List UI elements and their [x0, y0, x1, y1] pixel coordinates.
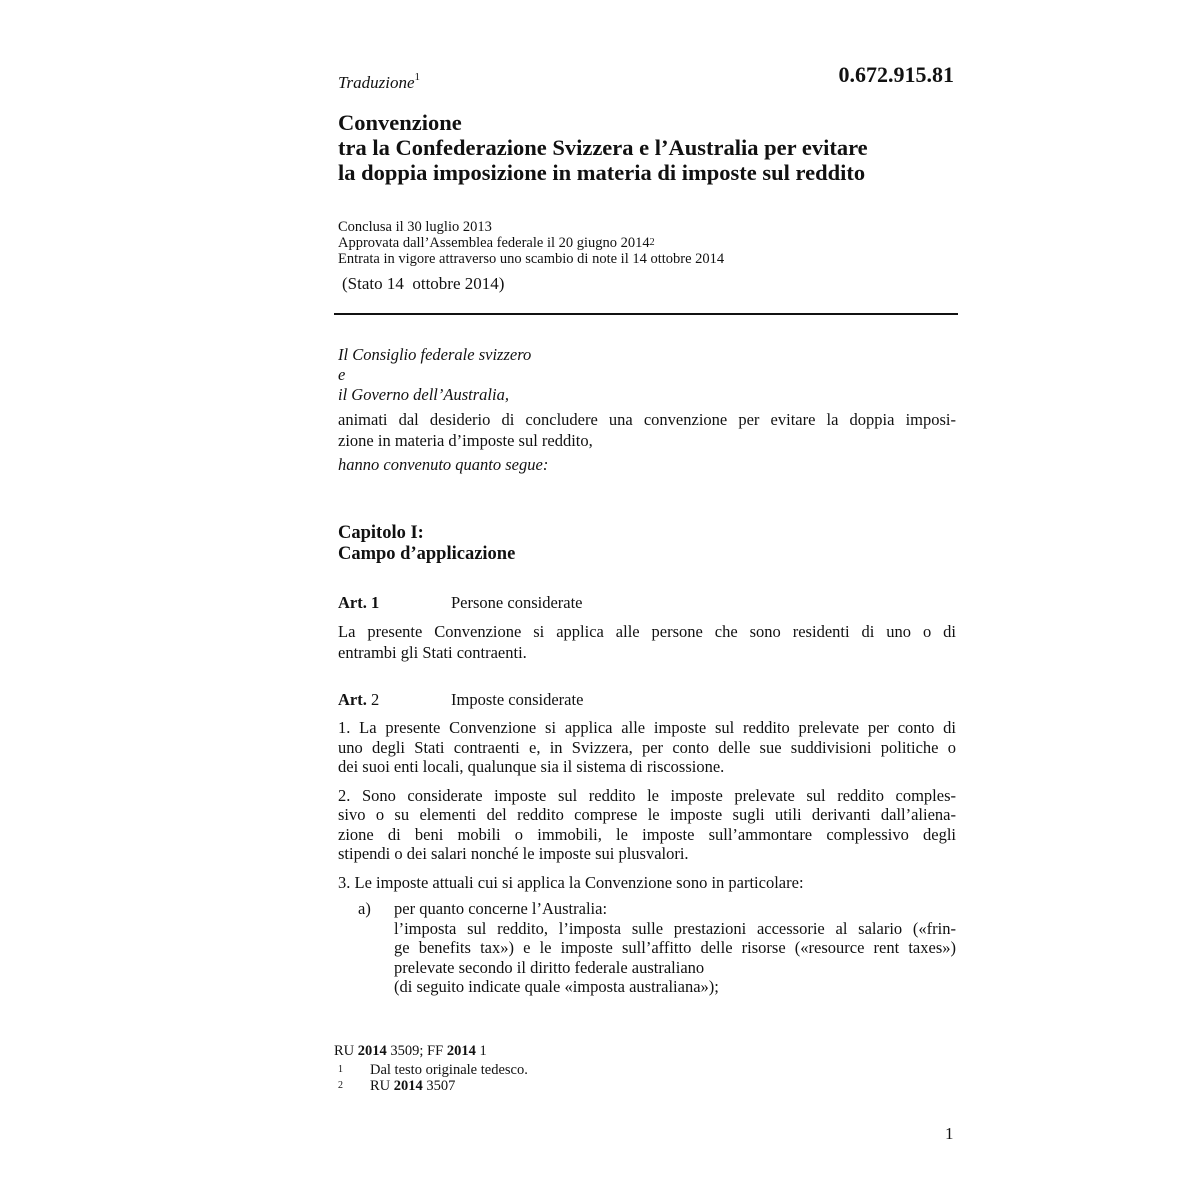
article-2-body: [338, 718, 956, 997]
article-2-heading: [338, 690, 583, 710]
article-1-heading: [338, 593, 583, 613]
title-line: Convenzione: [338, 110, 462, 135]
footnotes: [334, 1062, 528, 1094]
article-title: Persone considerate: [451, 593, 583, 612]
preamble: [338, 345, 956, 475]
list-item-text: per quanto concerne l’Australia: l’imposta sul reddito, l’imposta sulle prestazioni accessorie al salario («frin- ge benefits tax») e le imposte sull’affitto delle risorse («resource rent taxes») prelevate secondo il diritto federale australiano (di seguito indicate quale «imposta australiana»);: [394, 899, 956, 996]
party-switzerland: Il Consiglio federale svizzero: [338, 345, 532, 364]
article-number: Art. 2: [338, 690, 380, 709]
status-date: (Stato 14 ottobre 2014): [342, 274, 505, 293]
concluded-date: Conclusa il 30 luglio 2013: [338, 219, 492, 235]
publication-reference: RU 2014 3509; FF 2014 1: [334, 1043, 487, 1059]
chapter-title: Campo d’applicazione: [338, 544, 516, 564]
sr-number: 0.672.915.81: [838, 62, 954, 87]
list-item-a: [338, 899, 956, 997]
page-number: 1: [945, 1124, 954, 1143]
approved-date: Approvata dall’Assemblea federale il 20 giugno 2014$^2$: [338, 235, 655, 251]
document-title: [338, 110, 958, 185]
header-divider: [334, 313, 958, 315]
article-number: Art. 1: [338, 593, 380, 612]
paragraph-2: 2. Sono considerate imposte sul reddito le imposte prelevate sul reddito comples- sivo o su elementi del reddito comprese le imposte sugli utili derivanti dall’aliena- zione di beni mobili o immobili, le imposte sull’ammontare complessivo degli stipendi o dei salari nonché le imposte sui plusvalori.: [338, 785, 956, 863]
document-metadata: [338, 219, 724, 267]
paragraph-1: 1. La presente Convenzione si applica alle imposte sul reddito prelevate per conto di uno degli Stati contraenti e, in Svizzera, per conto delle sue suddivisioni politiche o dei suoi enti locali, qualunque sia il sistema di riscossione.: [338, 718, 956, 776]
article-1-text: La presente Convenzione si applica alle persone che sono residenti di uno o di entrambi gli Stati contraenti.: [338, 622, 956, 662]
party-australia: il Governo dell’Australia,: [338, 385, 509, 404]
title-line: la doppia imposizione in materia di imposte sul reddito: [338, 160, 866, 185]
footnote-ref-1[interactable]: 1: [414, 71, 421, 83]
entry-into-force: Entrata in vigore attraverso uno scambio di note il 14 ottobre 2014: [338, 251, 725, 267]
article-title: Imposte considerate: [451, 690, 584, 709]
preamble-agreed: hanno convenuto quanto segue:: [338, 455, 549, 474]
footnote-text: RU 2014 3507: [370, 1078, 456, 1094]
footnote-number: 1: [338, 1064, 343, 1075]
conjunction: e: [338, 365, 346, 384]
footnote-number: 2: [338, 1080, 343, 1091]
chapter-number: Capitolo I:: [338, 523, 424, 543]
chapter-heading: [338, 523, 515, 565]
preamble-desire: animati dal desiderio di concludere una convenzione per evitare la doppia imposi- zione in materia d’imposte sul reddito,: [338, 410, 956, 450]
translation-label: Traduzione$^1$: [338, 71, 421, 92]
footnote-2: [334, 1078, 528, 1094]
footnote-ref-2[interactable]: 2: [649, 237, 655, 248]
footnote-text: Dal testo originale tedesco.: [370, 1062, 528, 1078]
list-item-label: a): [358, 899, 371, 918]
paragraph-3: 3. Le imposte attuali cui si applica la Convenzione sono in particolare:: [338, 872, 804, 892]
footnote-1: [334, 1062, 528, 1078]
title-line: tra la Confederazione Svizzera e l’Australia per evitare: [338, 135, 868, 160]
